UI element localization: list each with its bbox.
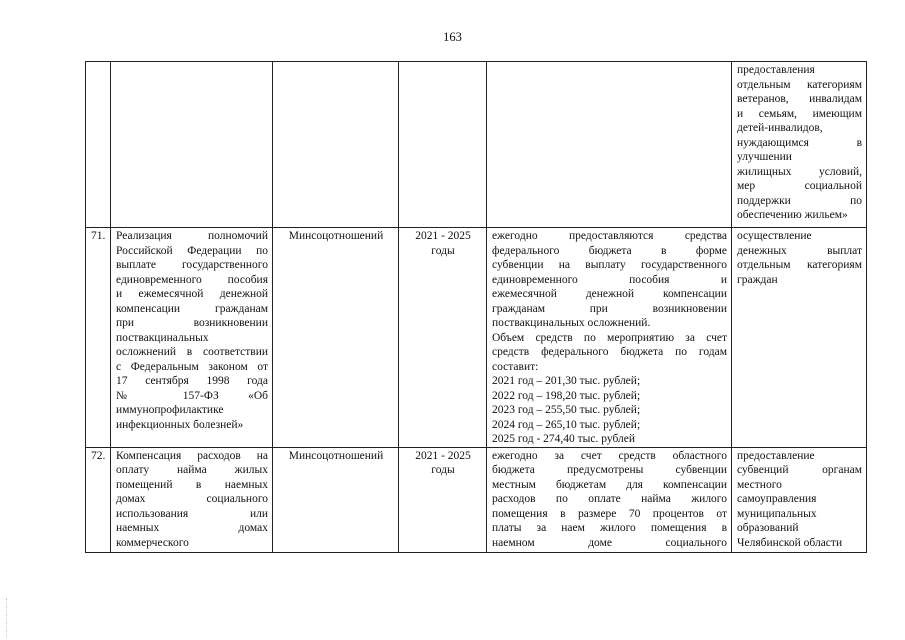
table-row	[86, 62, 867, 228]
text-line: самоуправления	[737, 493, 817, 505]
text-line: помещения в размере 70 процентов от	[492, 507, 727, 520]
text-line: бюджета предусмотрены субвенции	[492, 464, 727, 476]
text-line: наемном доме социального	[492, 536, 727, 549]
text-line: 2021 год – 201,30 тыс. рублей;	[492, 375, 641, 387]
text-line: наемных домах	[116, 522, 268, 534]
text-line: домах социального	[116, 493, 268, 505]
text-line: 2021 - 2025	[415, 230, 471, 242]
row-number-cell: 71.	[86, 228, 111, 448]
text-line: ежегодно предоставляются средства	[492, 230, 727, 242]
executor-cell	[273, 62, 399, 228]
text-line: поствакцинальных	[116, 331, 209, 344]
text-line: иммунопрофилактике	[116, 404, 224, 416]
text-line: оплату найма жилых	[116, 464, 268, 476]
expected-result-cell	[732, 447, 867, 552]
text-line: 2023 год – 255,50 тыс. рублей;	[492, 404, 641, 416]
text-line: детей-инвалидов,	[737, 122, 823, 134]
text-line: поствакцинальных осложнений.	[492, 317, 651, 329]
measure-description-cell	[111, 228, 273, 448]
text-line: помещений в наемных	[116, 478, 268, 491]
text-line: Реализация полномочий	[116, 230, 268, 242]
expected-result-cell	[732, 62, 867, 228]
scan-margin-marks	[6, 598, 9, 638]
text-line: и семьям, имеющим	[737, 107, 862, 120]
table-body	[86, 62, 867, 553]
text-line: использования или	[116, 507, 268, 520]
funding-info-cell	[487, 62, 732, 228]
table-row	[86, 447, 867, 552]
text-line: годы	[431, 244, 455, 257]
text-line: местным бюджетам для компенсации	[492, 478, 727, 491]
text-line: обеспечению жильем»	[737, 209, 848, 221]
text-line: осложнений в соответствии	[116, 346, 268, 358]
executor-cell: Минсоцотношений	[273, 228, 399, 448]
text-line: 2021 - 2025	[415, 449, 471, 462]
text-line: осуществление	[737, 230, 812, 242]
page-number: 163	[443, 30, 462, 44]
text-line: предоставление	[737, 449, 815, 462]
expected-result-cell	[732, 228, 867, 448]
text-line: выплате государственного	[116, 259, 268, 271]
text-line: граждан	[737, 273, 778, 286]
text-line: единовременного пособия	[116, 273, 268, 286]
funding-info-cell	[487, 447, 732, 552]
text-line: с Федеральным законом от	[116, 360, 268, 373]
funding-info-cell	[487, 228, 732, 448]
text-line: предоставления	[737, 64, 815, 76]
text-line: денежных выплат	[737, 244, 862, 257]
text-line: федерального бюджета в форме	[492, 244, 727, 257]
text-line: местного	[737, 478, 782, 491]
text-line: образований	[737, 522, 799, 534]
text-line: и ежемесячной денежной	[116, 288, 268, 300]
text-line: средств федерального бюджета по годам	[492, 346, 727, 358]
text-line: 2022 год – 198,20 тыс. рублей;	[492, 389, 641, 402]
text-line: муниципальных	[737, 507, 817, 520]
text-line: отдельным категориям	[737, 259, 862, 271]
text-line: 2024 год – 265,10 тыс. рублей;	[492, 418, 641, 431]
table-row	[86, 228, 867, 448]
text-line: ветеранов, инвалидам	[737, 93, 862, 105]
text-line: улучшении	[737, 151, 792, 163]
text-line: платы за наем жилого помещения в	[492, 522, 727, 534]
text-line: ежемесячной денежной компенсации	[492, 288, 727, 300]
text-line: отдельным категориям	[737, 78, 862, 91]
text-line: годы	[431, 464, 455, 476]
text-line: единовременного пособия и	[492, 273, 727, 286]
text-line: № 157-ФЗ «Об	[116, 389, 268, 402]
row-number-cell: 72.	[86, 447, 111, 552]
text-line: жилищных условий,	[737, 165, 862, 178]
text-line: расходов по оплате найма жилого	[492, 493, 727, 505]
text-line: при возникновении	[116, 317, 268, 329]
text-line: составит:	[492, 360, 539, 373]
text-line: Объем средств по мероприятию за счет	[492, 331, 727, 344]
text-line: компенсации гражданам	[116, 302, 268, 315]
text-line: мер социальной	[737, 180, 862, 192]
text-line: ежегодно за счет средств областного	[492, 449, 727, 462]
term-cell	[399, 447, 487, 552]
text-line: инфекционных болезней»	[116, 418, 244, 431]
text-line: субвенции на выплату государственного	[492, 259, 727, 271]
executor-cell: Минсоцотношений	[273, 447, 399, 552]
text-line: Челябинской области	[737, 536, 843, 549]
term-cell	[399, 62, 487, 228]
measure-description-cell	[111, 447, 273, 552]
text-line: 17 сентября 1998 года	[116, 375, 268, 387]
text-line: Компенсация расходов на	[116, 449, 268, 462]
measure-description-cell	[111, 62, 273, 228]
text-line: коммерческого	[116, 536, 189, 549]
row-number-cell	[86, 62, 111, 228]
text-line: 2025 год - 274,40 тыс. рублей	[492, 433, 636, 445]
text-line: Российской Федерации по	[116, 244, 268, 257]
text-line: поддержки по	[737, 194, 862, 207]
term-cell	[399, 228, 487, 448]
text-line: субвенций органам	[737, 464, 862, 476]
text-line: гражданам при возникновении	[492, 302, 727, 315]
text-line: нуждающимся в	[737, 136, 862, 149]
measures-table	[85, 61, 867, 553]
